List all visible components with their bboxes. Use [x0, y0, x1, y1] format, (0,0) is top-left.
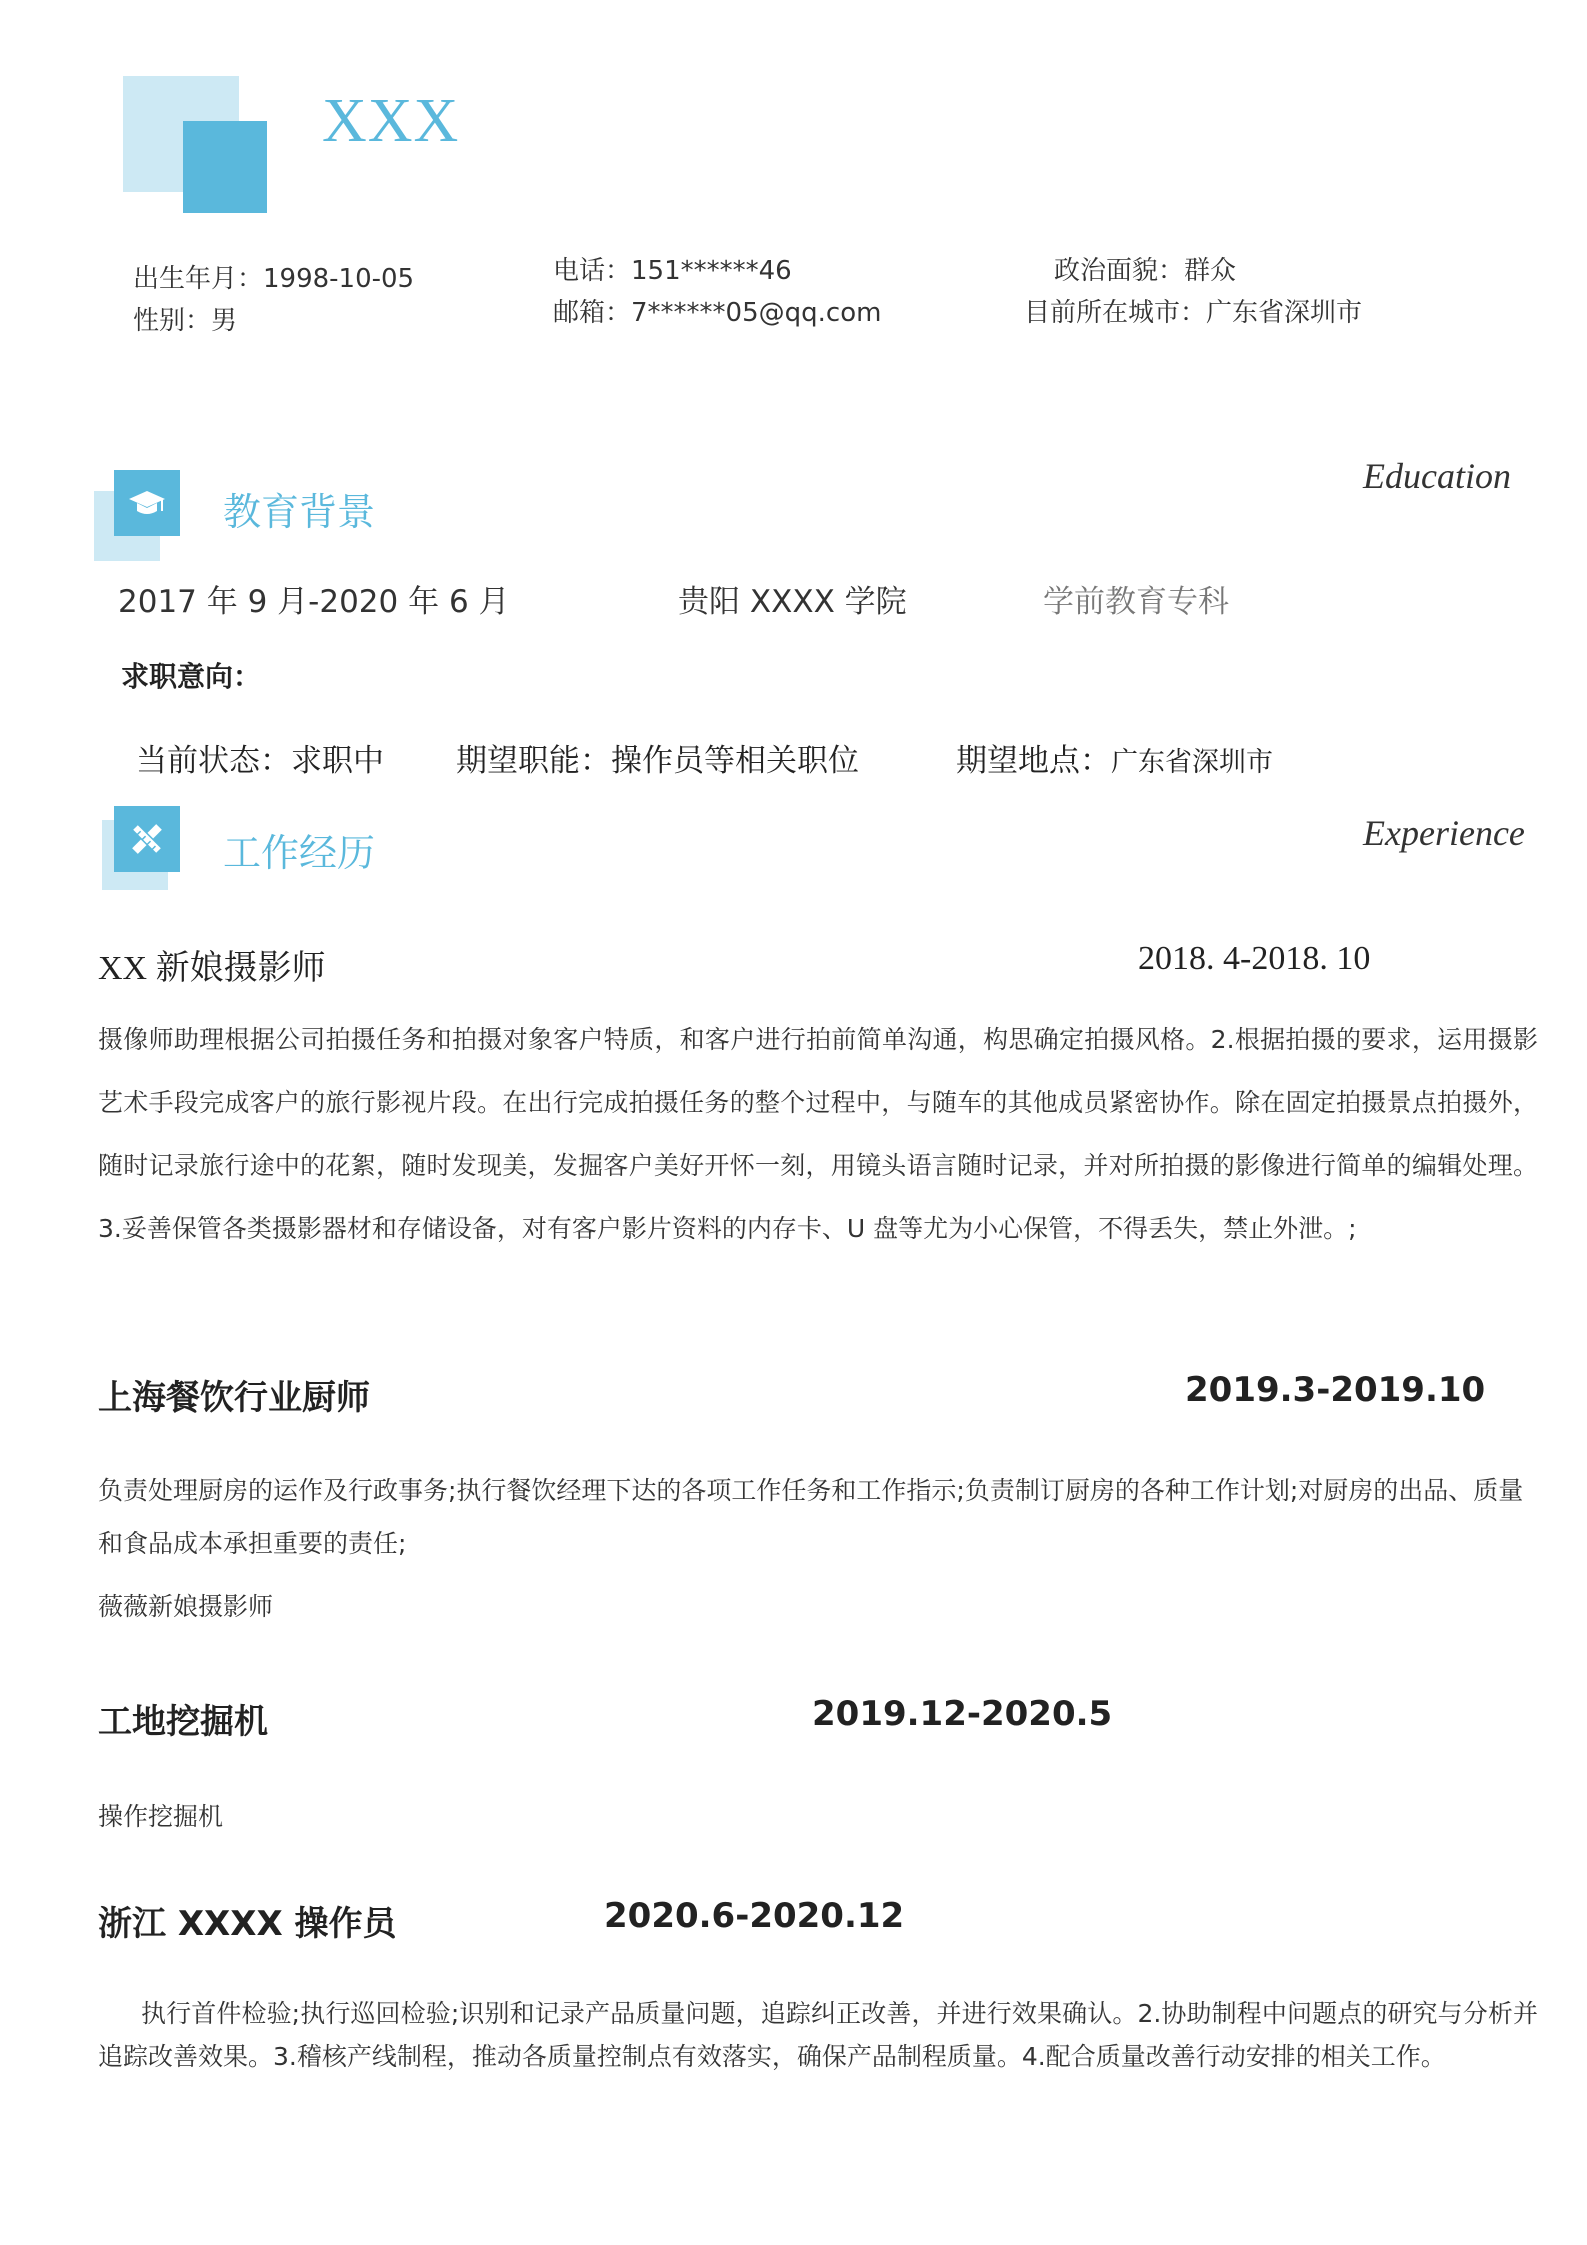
birth-date: 出生年月：1998-10-05 — [133, 264, 415, 294]
job-title: 工地挖掘机 — [98, 1702, 268, 1742]
education-period: 2017 年 9 月-2020 年 6 月 — [118, 584, 510, 620]
job-date: 2019.3-2019.10 — [1185, 1370, 1486, 1410]
gender: 性别：男 — [133, 306, 238, 336]
graduation-cap-icon — [114, 470, 180, 536]
candidate-name: XXX — [322, 87, 460, 155]
logo-square-dark — [183, 121, 267, 213]
job-description: 执行首件检验;执行巡回检验;识别和记录产品质量问题，追踪纠正改善，并进行效果确认。2.协助制程中问题点的研究与分析并追踪改善效果。3.稽核产线制程，推动各质量控制点有效落实，确保产品制程质量。4.配合质量改善行动安排的相关工作。 — [98, 1999, 1538, 2071]
job-description: 负责处理厨房的运作及行政事务;执行餐饮经理下达的各项工作任务和工作指示;负责制订厨房的各种工作计划;对厨房的出品、质量和食品成本承担重要的责任; — [98, 1476, 1524, 1558]
job-date: 2020.6-2020.12 — [604, 1896, 905, 1936]
phone: 电话：151******46 — [553, 256, 792, 286]
intent-status: 当前状态：求职中 — [136, 743, 384, 779]
pencil-ruler-icon — [114, 806, 180, 872]
intent-location-value: 广东省深圳市 — [1111, 747, 1273, 778]
job-title: 浙江 XXXX 操作员 — [98, 1904, 397, 1944]
job-title: 上海餐饮行业厨师 — [98, 1378, 370, 1418]
job-description: 操作挖掘机 — [98, 1802, 224, 1831]
education-major: 学前教育专科 — [1043, 584, 1229, 620]
intent-title: 求职意向： — [121, 660, 262, 693]
intent-function: 期望职能：操作员等相关职位 — [456, 743, 859, 779]
political-status: 政治面貌：群众 — [1054, 256, 1237, 286]
experience-title-en: Experience — [1363, 813, 1525, 853]
education-title-en: Education — [1363, 456, 1511, 496]
email: 邮箱：7******05@qq.com — [553, 298, 882, 328]
intent-location-label: 期望地点： — [956, 743, 1111, 779]
job-date: 2018. 4-2018. 10 — [1138, 940, 1371, 977]
experience-title: 工作经历 — [223, 831, 376, 875]
job-date: 2019.12-2020.5 — [812, 1694, 1113, 1734]
job-title: XX 新娘摄影师 — [98, 950, 326, 987]
job-description: 摄像师助理根据公司拍摄任务和拍摄对象客户特质，和客户进行拍前简单沟通，构思确定拍摄风格。2.根据拍摄的要求，运用摄影艺术手段完成客户的旅行影视片段。在出行完成拍摄任务的整个过程中，与随车的其他成员紧密协作。除在固定拍摄景点拍摄外，随时记录旅行途中的花絮，随时发现美，发掘客户美好开怀一刻，用镜头语言随时记录，并对所拍摄的影像进行简单的编辑处理。3.妥善保管各类摄影器材和存储设备，对有客户影片资料的内存卡、U 盘等尤为小心保管，不得丢失，禁止外泄。; — [98, 1025, 1538, 1243]
job-extra: 薇薇新娘摄影师 — [98, 1592, 274, 1621]
education-title: 教育背景 — [223, 490, 376, 534]
education-school: 贵阳 XXXX 学院 — [678, 584, 907, 620]
current-city: 目前所在城市：广东省深圳市 — [1024, 298, 1363, 328]
intent-location — [956, 735, 1273, 780]
